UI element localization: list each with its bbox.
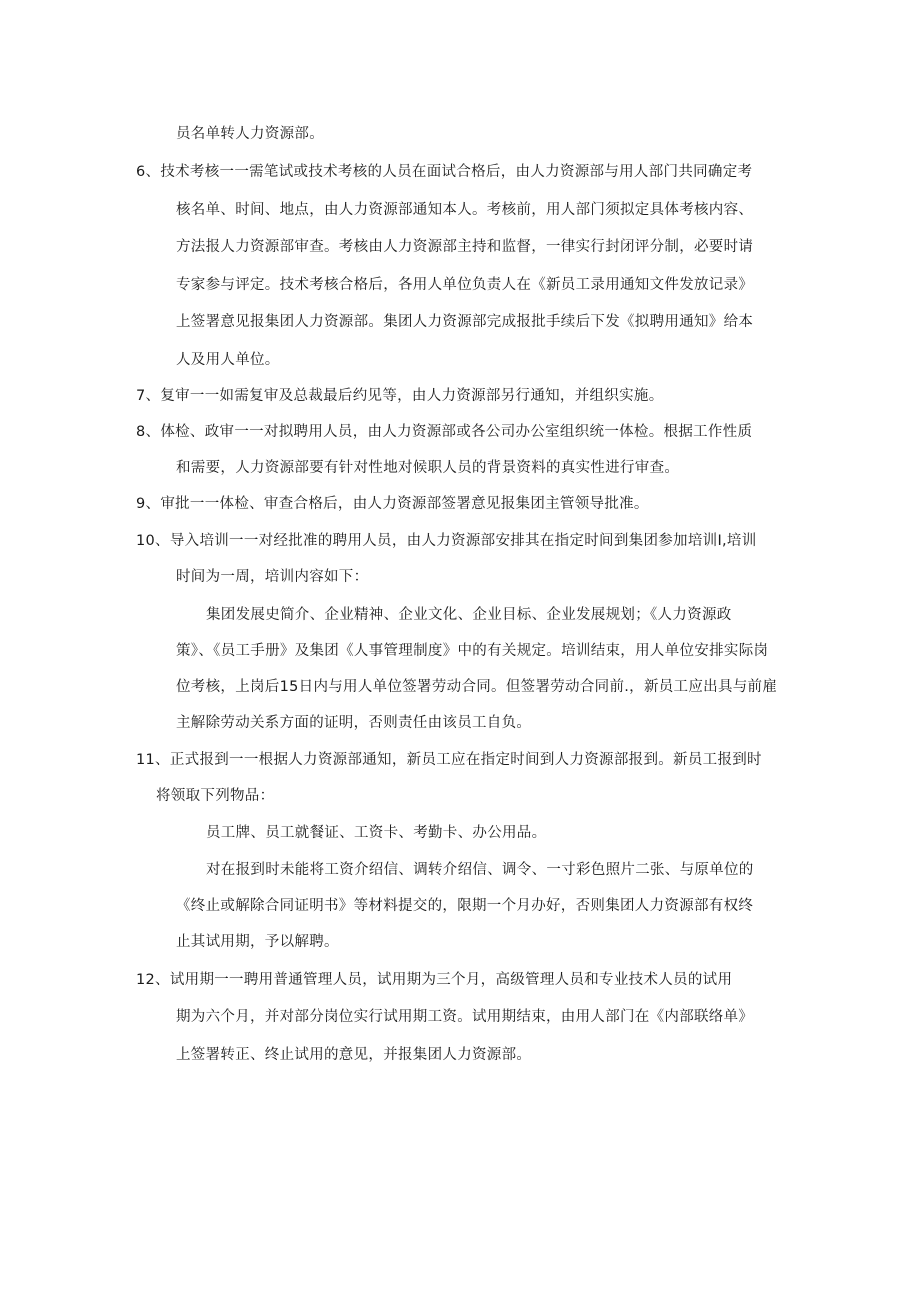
paragraph-indented: 对在报到时未能将工资介绍信、调转介绍信、调令、一寸彩色照片二张、与原单位的 bbox=[206, 862, 754, 878]
text-line: 主解除劳动关系方面的证明，否则责任由该员工自负。 bbox=[176, 715, 532, 731]
text-line: 上签署意见报集团人力资源部。集团人力资源部完成报批手续后下发《拟聘用通知》给本 bbox=[176, 314, 754, 330]
text-line: 专家参与评定。技术考核合格后，各用人单位负责人在《新员工录用通知文件发放记录》 bbox=[176, 277, 754, 293]
text-line: 《终止或解除合同证明书》等材料提交的，限期一个月办好，否则集团人力资源部有权终 bbox=[176, 898, 754, 914]
text-line: 和需要，人力资源部要有针对性地对候职人员的背景资料的真实性进行审查。 bbox=[176, 460, 680, 476]
list-item-12: 12、试用期一一聘用普通管理人员，试用期为三个月，高级管理人员和专业技术人员的试用 bbox=[136, 972, 733, 988]
text-line: 上签署转正、终止试用的意见，并报集团人力资源部。 bbox=[176, 1047, 532, 1063]
list-item-8: 8、体检、政审一一对拟聘用人员，由人力资源部或各公司办公室组织统一体检。根据工作性质 bbox=[136, 424, 753, 440]
text-line: 员名单转人力资源部。 bbox=[176, 126, 324, 142]
text-line: 时间为一周，培训内容如下： bbox=[176, 569, 369, 585]
paragraph-indented: 员工牌、员工就餐证、工资卡、考勤卡、办公用品。 bbox=[206, 825, 547, 841]
list-item-7: 7、复审一一如需复审及总裁最后约见等，由人力资源部另行通知，并组织实施。 bbox=[136, 388, 664, 404]
list-item-6: 6、技术考核一一需笔试或技术考核的人员在面试合格后，由人力资源部与用人部门共同确定考 bbox=[136, 164, 753, 180]
list-item-11: 11、正式报到一一根据人力资源部通知，新员工应在指定时间到人力资源部报到。新员工报到时 bbox=[136, 752, 762, 768]
text-line: 核名单、时间、地点，由人力资源部通知本人。考核前，用人部门须拟定具体考核内容、 bbox=[176, 202, 754, 218]
text-line: 将领取下列物品： bbox=[156, 788, 275, 804]
paragraph-indented: 集团发展史简介、企业精神、企业文化、企业目标、企业发展规划；《人力资源政 bbox=[206, 607, 732, 623]
text-line: 位考核，上岗后15日内与用人单位签署劳动合同。但签署劳动合同前.，新员工应出具与前雇 bbox=[176, 679, 778, 695]
text-line: 策》、《员工手册》及集团《人事管理制度》中的有关规定。培训结束，用人单位安排实际岗 bbox=[176, 643, 769, 659]
list-item-10: 10、导入培训一一对经批准的聘用人员，由人力资源部安排其在指定时间到集团参加培训I,培训 bbox=[136, 533, 757, 549]
list-item-9: 9、审批一一体检、审查合格后，由人力资源部签署意见报集团主管领导批准。 bbox=[136, 496, 649, 512]
text-line: 方法报人力资源部审查。考核由人力资源部主持和监督，一律实行封闭评分制，必要时请 bbox=[176, 239, 754, 255]
text-line: 期为六个月，并对部分岗位实行试用期工资。试用期结束，由用人部门在《内部联络单》 bbox=[176, 1009, 754, 1025]
text-line: 人及用人单位。 bbox=[176, 352, 280, 368]
text-line: 止其试用期，予以解聘。 bbox=[176, 934, 339, 950]
